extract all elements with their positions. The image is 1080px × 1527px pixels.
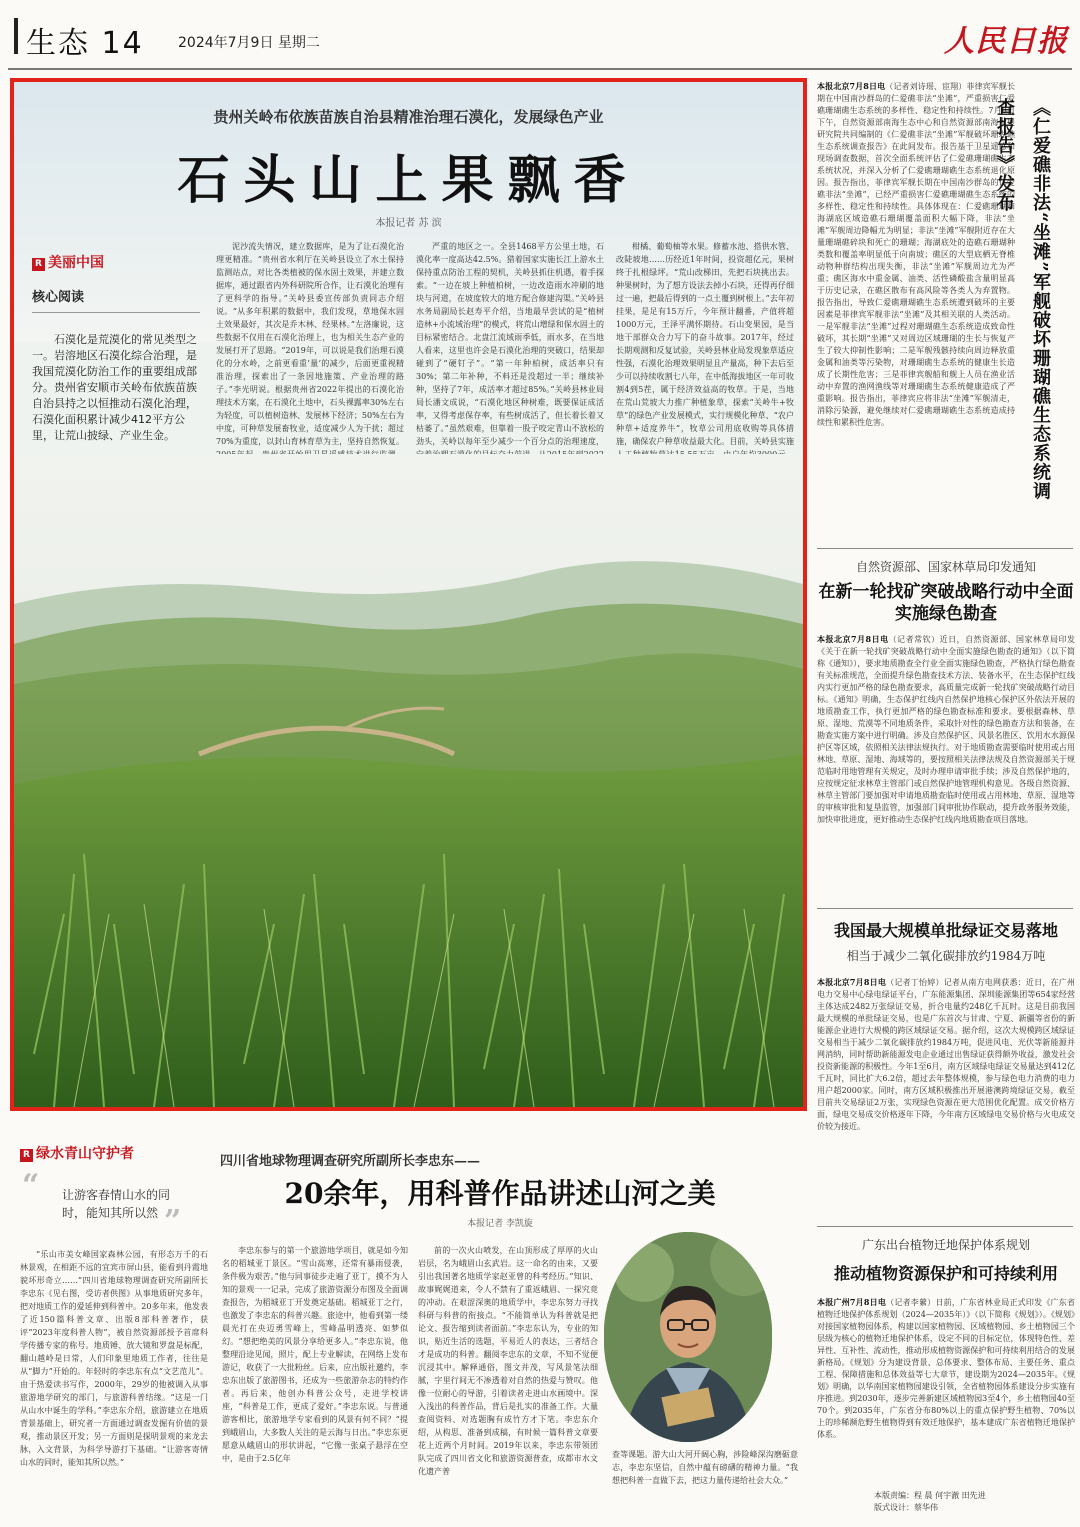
col4-body-text: 柑橘、葡萄柚等水果。修蓄水池、搭供水管、改陡坡地……历经近1年时间，投资超亿元，果树终于扎根绿坪。“荒山改梯田，先把石块挑出去。种果树时，为了想方设法去掉小石块，还得再仔细过一遍，把最后得到的一点土覆到树根上。”去年初挂果，是足有15万斤，今年预计翻番，产值将超1000万元，王泽平满怀期待。石山变果园，是当地干部群众合力写下的奋斗故事。2017年，经过长期观测和反复试验，关岭县林业局发现象草适应性强，石漠化治理效果明显且产量高，种下去后至少可以持续收割七八年，在中低海拔地区一年可收割4到5茬，属于经济效益高的牧草。于是，当地在荒山荒坡大力推广种植象草，探索“关岭牛+牧草”的绿色产业发展模式，实行规模化种草、“农户种草+适度养牛”，牧草公司用底收购等具体措施，确保农户种草收益最大化。目前，关岭县实施 bbox=[616, 242, 794, 446]
green-certificate-kicker: 相当于减少二氧化碳排放约1984万吨 bbox=[846, 949, 1046, 963]
plant-conservation-kicker: 广东出台植物迁地保护体系规划 bbox=[861, 1238, 1030, 1252]
profile-col1-text: “乐山市美女峰国家森林公园，有形态万千的石林景观，在相距不远的宜宾市屏山县，能看到丹霞地貌坏形奇立……”四川省地球物理调查研究所副所长李忠东《见右图，受访者供图》从事地质研究多年，把对地质工作的爱延伸到科普中。20多年来，他发表了近150篇科普文章、出版8部科普著作，获评“2023年度科普人物”，被自然资源部授予首席科学传播专家的称号。地质锤、放大镜和罗盘是标配，翻山越岭是日常，人们印象里地质工作者，往往是从“脚力”开始的。年轻时的李忠东有点“文艺范儿”。由于热爱读书写作，2000年，29岁的他被调入从事旅游地学研究的部门，与旅游科普结缘。“这是一门从山水中诞生的学科。”李忠东介绍，旅游建立在地质背景基础上，研究者一方面通过调查发掘有价值的景观，推动景区开发；另一方面则是探明景观的来龙去脉，入文背景，为科学导游打下基础。“让游客寄情山水的同时，能知其所以然。” bbox=[20, 1250, 208, 1467]
column-tag bbox=[32, 252, 104, 272]
plant-conservation-reporter: （记者李縈） bbox=[886, 1298, 936, 1307]
newspaper-logo: 人民日报 bbox=[944, 24, 1068, 59]
coral-reef-vertical-title: 《仁爱礁非法“坐滩”军舰破坏珊瑚礁生态系统调查报告》发布 bbox=[994, 98, 1051, 501]
plant-conservation-body bbox=[817, 1296, 1075, 1486]
tag-logo-icon: R bbox=[32, 258, 45, 271]
profile-byline: 本报记者 李凯旋 bbox=[467, 1219, 533, 1229]
col2-body-text: 泥沙流失情况，建立数据库，是为了让石漠化治理更精准。“贵州省水利厅在关岭县设立了水土保持监测站点，对比各类植被的保水固土效果，并建立数据库，通过跟省内外科研院所合作，让石漠化治理有了更科学的指导。”关岭县委宣传部负责同志介绍说。“从多年积累的数据中，我们发现，草地保水固土效果最好，其次是乔木林、经果林。”左洛廉说，这些数据不仅用在石漠化治理上，也为相关生态产业的发展打开了思路。“2019年，可以说是我们治理石漠化的分水岭，之前更看重‘量’的减少，后面更重视精准治理，探索出了一条因地施策、产业治理的路子。”李光明说。根据贵州省2022年提出的石漠化治理技术方案，在石漠化土地中，石头裸露率30%左右为轻度，可以植树造林、发展林下经济；50%左右为中度，可种草发展畜牧业，适度减少人为干扰；超过70%为重度，以封山育林育草为主，坚持自然恢复。 bbox=[216, 242, 404, 446]
portrait-photo bbox=[604, 1232, 772, 1442]
green-exploration-dateline: 本报北京7月8日电 bbox=[817, 634, 889, 644]
right-divider-1 bbox=[817, 548, 1073, 549]
coral-reef-dateline: 本报北京7月8日电 bbox=[817, 81, 886, 91]
summary-label: 核心阅读 bbox=[32, 290, 85, 305]
article-plant-conservation bbox=[817, 1236, 1075, 1486]
guardian-tag-label: 绿水青山守护者 bbox=[36, 1146, 134, 1162]
profile-headline: 20余年，用科普作品讲述山河之美 bbox=[284, 1177, 716, 1210]
green-exploration-reporter: （记者常钦） bbox=[888, 635, 940, 644]
close-quote-icon: ” bbox=[164, 1204, 182, 1239]
right-divider-3 bbox=[817, 1226, 1073, 1227]
pull-quote: 让游客春情山水的同时，能知其所以然 bbox=[62, 1188, 171, 1220]
green-exploration-headline: 在新一轮找矿突破战略行动中全面实施绿色勘查 bbox=[818, 582, 1074, 624]
coral-reef-text: 菲律宾军舰长期在中国南沙群岛的仁爱礁非法“坐滩”，严重损害仁爱礁珊瑚礁生态系统的多样性、稳定性和持续性。7月8日下午，自然资源部南海生态中心和自然资源部南海发展研究院共同编制的《仁爱礁非法“坐滩”军舰破坏珊瑚礁生态系统调查报告》在此间发布。报告基于卫星遥感和现场调查数据，首次全面系统评估了仁爱礁珊瑚礁生态系统状况，并深入分析了仁爱礁珊瑚礁生态系统退化原因。报告指出，菲律宾军舰长期在中国南沙群岛的仁爱礁非法“坐滩”，已经严重损害仁爱礁珊瑚礁生态系统的多样性、稳定性和持续性。具体体现在：仁爱礁珊瑚和海湖底区域造礁石珊瑚覆盖面积大幅下降，非法“坐滩”军舰周边降幅尤为明显；非法“坐滩”军舰附近存在大量珊瑚礁碎块和死亡的珊瑚；海湖底处的造礁石珊瑚种类数和覆盖率明显低于向南坡；礁区的大型底栖无脊椎动物种群结构出现失衡，非法“坐滩”军舰周边尤为严重；礁区海水中重金属、油类、活性磷酸盐含量明显高于历史记录，在礁区散布有高风险等各类人为弃置物。报告指出，导致仁爱礁珊瑚礁生态系统遭到破坏的主要因素是菲律宾军舰非法“坐滩”及其相关联的人类活动。一是军舰非法“坐滩”过程对珊瑚礁生态系统造成致命性破坏，其长期“坐滩”又对周边区域珊瑚的生长与恢复产生了较大抑制性影响；二是军舰残骸持续向周边释放重金属和油类等污染物，对珊瑚礁生态系统的健康生长造成了长期性危害；三是菲律宾舰船和舰上人员在渔业活动中弃置的渔网渔线等对珊瑚礁生态系统健康造成了严重影响。报告指出，菲律宾应将非法“坐滩”军舰清走，消除污染源，避免继续对仁爱礁珊瑚礁生态系统造成持续性和累积性危害。 bbox=[817, 82, 1015, 427]
plant-conservation-headline: 推动植物资源保护和可持续利用 bbox=[833, 1264, 1058, 1283]
page-credits bbox=[874, 1490, 986, 1514]
page-editors: 本版责编：程 晨 何宇澈 田先进 bbox=[874, 1491, 986, 1500]
feature-byline: 本报记者 苏 滨 bbox=[375, 218, 442, 229]
section-label: 生态 14 bbox=[26, 26, 144, 61]
green-exploration-text: 近日，自然资源部、国家林草局印发《关于在新一轮找矿突破战略行动中全面实施绿色勘查的通知》（以下简称《通知》），要求地质勘查全行业全面实施绿色勘查，严格执行绿色勘查有关标准规范，全面提升绿色勘查技术方法、装备水平，在生态保护红线内实行更加严格的绿色勘查要求，高质量完成新一轮找矿突破战略行动目标。《通知》明确，生态保护红线内自然保护地核心保护区外依法开展的地质勘查工作，执行更加严格的绿色勘查标准和要求。要根据森林、草原、湿地、荒漠等不同地质条件，采取针对性的绿色勘查方法和装备，在勘查实施方案中进行明确。涉及自然保护区、风景名胜区、饮用水水源保护区等区域，依照相关法律法规执行。对于地质勘查需要临时使用或占用林地、草原、湿地、海域等的，要按照相关法律法规及自然资源部关于规范临时用地管理有关规定，及时办理申请审批手续；涉及自然保护地的，应按规定征求林草主管部门或自然保护地管理机构意见。各级自然资源、林草主管部门要加强对申请地质勘查临时使用或占用林地、草原、湿地等的审核审批和复垦监管，加强部门间审批协作联动，提升政务服务效能，加快审批进度，更好推动生态保护红线内地质勘查项目落地。 bbox=[817, 635, 1075, 824]
profile-col4-text: 查等课题。游大山大河开阔心胸，涉险峰深沟磨砺意志，李忠东坚信，自然中蕴有磅礴的精神力量。“我想把科普一直做下去，把这力量传递给社会大众。” bbox=[612, 1450, 798, 1485]
profile-col1 bbox=[20, 1248, 208, 1516]
green-exploration-body bbox=[817, 633, 1075, 893]
green-certificate-dateline: 本报北京7月8日电 bbox=[817, 977, 887, 987]
article-green-exploration bbox=[817, 558, 1075, 893]
open-quote-icon: “ bbox=[22, 1168, 40, 1203]
masthead bbox=[8, 10, 1072, 68]
tag-logo-icon: R bbox=[20, 1149, 33, 1162]
feature-kicker: 贵州关岭布依族苗族自治县精准治理石漠化，发展绿色产业 bbox=[213, 108, 604, 126]
profile-col2 bbox=[222, 1244, 408, 1516]
plant-conservation-dateline: 本报广州7月8日电 bbox=[817, 1297, 887, 1307]
masthead-rule bbox=[8, 68, 1072, 70]
col3-body-text: 严重的地区之一。全县1468平方公里土地，石漠化率一度高达42.5%。猎着国家实施长江上游水土保持重点防治工程的契机，关岭县抓住机遇，着手探索。“一边在坡上种植柏树，一边改造雨水冲刷的地块与河道，在坡度较大的地方配合修建沟渠。”关岭县水务局副局长赵寿平介绍，当地最早尝试的是“植树造林+小流域治理”的模式，将荒山增绿和保水固土的目标紧密结合。北盘江流域雨季低，雨水多，在当地人看来，这里也许会是石漠化治理的突破口，结果却碰到了“硬钉子”。“第一年种柏树，成活率只有30%；第二年补种，不料还是没超过一半；继续补种，坚持了7年，成活率才超过85%。”关岭县林业局局长潘文成说，“石漠化地区种树难，既要保证成活率，又得考虑保存率，有些树成活了，但长着长着又枯萎了。”虽然艰难，但靠着一股子咬定青山不放松的劲头，关岭以每年至少减少一个百分点的治理速度， bbox=[416, 242, 604, 446]
right-divider-2 bbox=[817, 908, 1073, 909]
lead-feature bbox=[10, 78, 807, 1111]
profile-col3-text: 前的一次火山喷发，在山顶形成了厚厚的火山岩层，名为峨眉山玄武岩。这一命名的由来，又要引出我国著名地质学家赵亚曾的科考经历。”知识、故事娓娓道来，令人不禁有了重返峨眉、一探究竟的冲动。在艰涩深奥的地质学中，李忠东努力寻找科研与科普的衔接点。“不能简单认为科普就是把论文、报告缩到读者面前。”李忠东认为，专业的知识，贴近生活的选题，平易近人的表达，三者结合才是成功的科普。翻阅李忠东的文章，不知不觉便沉浸其中。解释通俗，图文并茂，写风景笔法细腻，字里行间无不渗透着对自然的热爱与赞叹。他像一位耐心的导游，引着读者走进山水画境中。深入浅出的科普作品，背后是扎实的准备工作。大量查阅资料、对选题胸有成竹方才下笔。李忠东介绍，从构思、准备到成稿，有时候一篇科普文章要花上近两个月时间。2019年以来，李忠东带领团队完成了四川省文化和旅游资源普查，成都市水文化遗产普 bbox=[418, 1246, 598, 1476]
profile-kicker: 四川省地球物理调查研究所副所长李忠东—— bbox=[220, 1154, 481, 1169]
guardian-column-tag bbox=[20, 1143, 134, 1163]
profile-col2-text: 李忠东参与的第一个旅游地学项目，就是如今知名的稻城亚丁景区。“雪山高寒，还常有暴雨侵袭，条件极为艰苦。”他与同事徒步走遍了亚丁，摸不为人知的景观一一记录，完成了旅游资源分布图及全面调查报告，为稻城亚丁开发奠定基础。稻城亚丁之行，也激发了李忠东的科普兴趣。旅途中，他看到第一缕晨光打在央迈勇雪峰上，雪峰晶明透亮、如梦似幻。“想把绝美的风景分享给更多人。”李忠东说，他整理沿途见闻，照片，配上专业解读，在网络上发布游记，收获了一大批粉丝。后来，应出版社邀约，李忠东出版了旅游图书，还成为一些旅游杂志的特约作者。再后来，他创办科普公众号，走进学校讲座，“科普是工作，更成了爱好。”李忠东说。与普通游客相比，旅游地学专家看到的风景有何不同？“提到峨眉山，大多数人关注的是云海与日出。”李忠东更愿意从峨眉山的形状讲起，“它像一张桌子悬浮在空中，是由于2.5亿年 bbox=[222, 1246, 408, 1463]
green-certificate-text: 记者从南方电网获悉：近日，在广州电力交易中心绿电绿证平台，广东能源集团、深圳能源集团等654家经营主体达成2482万张绿证交易，折合电量约248亿千瓦时。这是目前我国最大规模的单批绿证交易，也是广东首次与甘肃、宁夏、新疆等省份的新能源企业进行大规模的跨区域绿证交易。据介绍，这次大规模跨区域绿证交易相当于减少二氧化碳排放约1984万吨，促进风电、光伏等新能源并网消纳，同时帮助新能源发电企业通过出售绿证获得额外收益，激发社会投资新能源的积极性。今年1至6月，南方区域绿电绿证交易量达到412亿千瓦时，同比扩大6.2倍，超过去年整体规模，参与绿色电力消费的电力用户超2000家。同时，南方区域积极推出开展港澳跨境绿证交易，截至目前共交易绿证2万张，实现绿色资源在更大范围优化配置。成交价格方面，绿电交易成交价格逐年下降，今年南方区域绿电交易价格与火电成交价较为接近。 bbox=[817, 978, 1075, 1131]
masthead-bar bbox=[14, 18, 18, 54]
coral-reef-reporter: （记者刘诗瑶、宦翔） bbox=[885, 82, 967, 91]
profile-col4 bbox=[612, 1448, 798, 1516]
feature-headline: 石头山上果飘香 bbox=[177, 150, 640, 211]
issue-date: 2024年7月9日 星期二 bbox=[178, 35, 320, 51]
green-certificate-body bbox=[817, 976, 1075, 1208]
summary-text: 石漠化是荒漠化的常见类型之一。岩溶地区石漠化综合治理，是我国荒漠化防治工作的重要组成部分。贵州省安顺市关岭布依族苗族自治县持之以恒推动石漠化治理，石漠化面积累计减少412平方公里，让荒山披绿、产业生金。 bbox=[32, 333, 197, 442]
portrait-illustration bbox=[604, 1232, 772, 1442]
article-green-certificate bbox=[817, 918, 1075, 1208]
column-tag-label: 美丽中国 bbox=[48, 255, 104, 271]
summary-divider bbox=[32, 312, 200, 313]
profile-col3 bbox=[418, 1244, 598, 1516]
plant-conservation-text: 日前，广东省林业局正式印发《广东省植物迁地保护体系规划（2024—2035年）》（以下简称《规划》）。《规划》对接国家植物园体系，构建以国家植物园、区域植物园、乡土植物园三个层级为核心的植物迁地保护体系，设定不同的目标定位，体现特色性、差异性、互补性、流动性，推动形成植物资源保护和可持续利用结合的发展新格局。《规划》分为建设背景、总体要求、整体布局、主要任务、重点工程、保障措施和总体效益等七大章节，建设期为2024—2035年。《规划》明确，以华南国家植物园建设引领，全省植物园体系建设分步实施有序推进。到2030年，逐步完善新建区域植物园3至4个，乡土植物园40至70个。到2035年，广东省分布80%以上的重点保护野生植物、70%以上的珍稀濒危野生植物得到有效迁地保护，基本建成广东省植物迁地保护体系。 bbox=[817, 1298, 1075, 1439]
green-certificate-headline: 我国最大规模单批绿证交易落地 bbox=[833, 921, 1058, 940]
page-design-credit: 版式设计：蔡华伟 bbox=[874, 1503, 938, 1512]
green-exploration-kicker: 自然资源部、国家林草局印发通知 bbox=[855, 560, 1036, 574]
green-certificate-reporter: （记者丁怡婷） bbox=[886, 978, 944, 987]
landscape-photo bbox=[14, 454, 803, 1107]
